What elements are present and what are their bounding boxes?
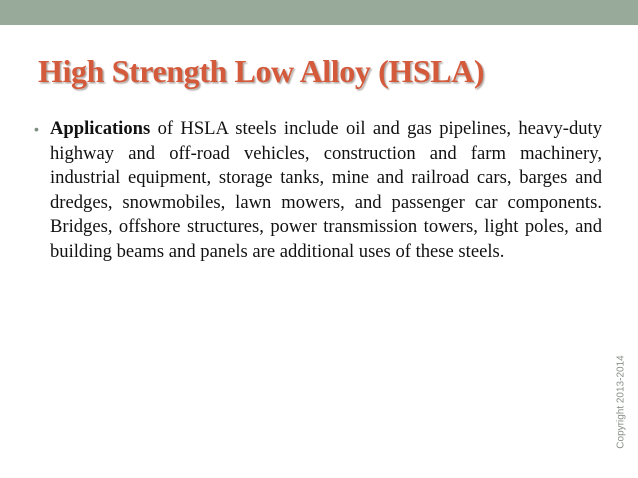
bullet-list xyxy=(32,117,602,264)
bullet-lead-bold: Applications xyxy=(50,118,151,139)
top-accent-band xyxy=(0,0,638,25)
bullet-text: of HSLA steels include oil and gas pipelines, heavy-duty highway and off-road vehicles, construction and farm machinery, industrial equipment, storage tanks, mine and railroad cars, barges and dredges, snowmobiles, lawn mowers, and passenger car components. Bridges, offshore structures, power transmission towers, light poles, and building beams and panels are additional uses of these steels. xyxy=(50,118,602,262)
copyright-notice: Copyright 2013-2014 xyxy=(615,355,627,449)
bullet-item xyxy=(32,117,602,264)
slide-title: High Strength Low Alloy (HSLA) xyxy=(38,53,485,89)
bullet-icon: • xyxy=(34,121,39,137)
